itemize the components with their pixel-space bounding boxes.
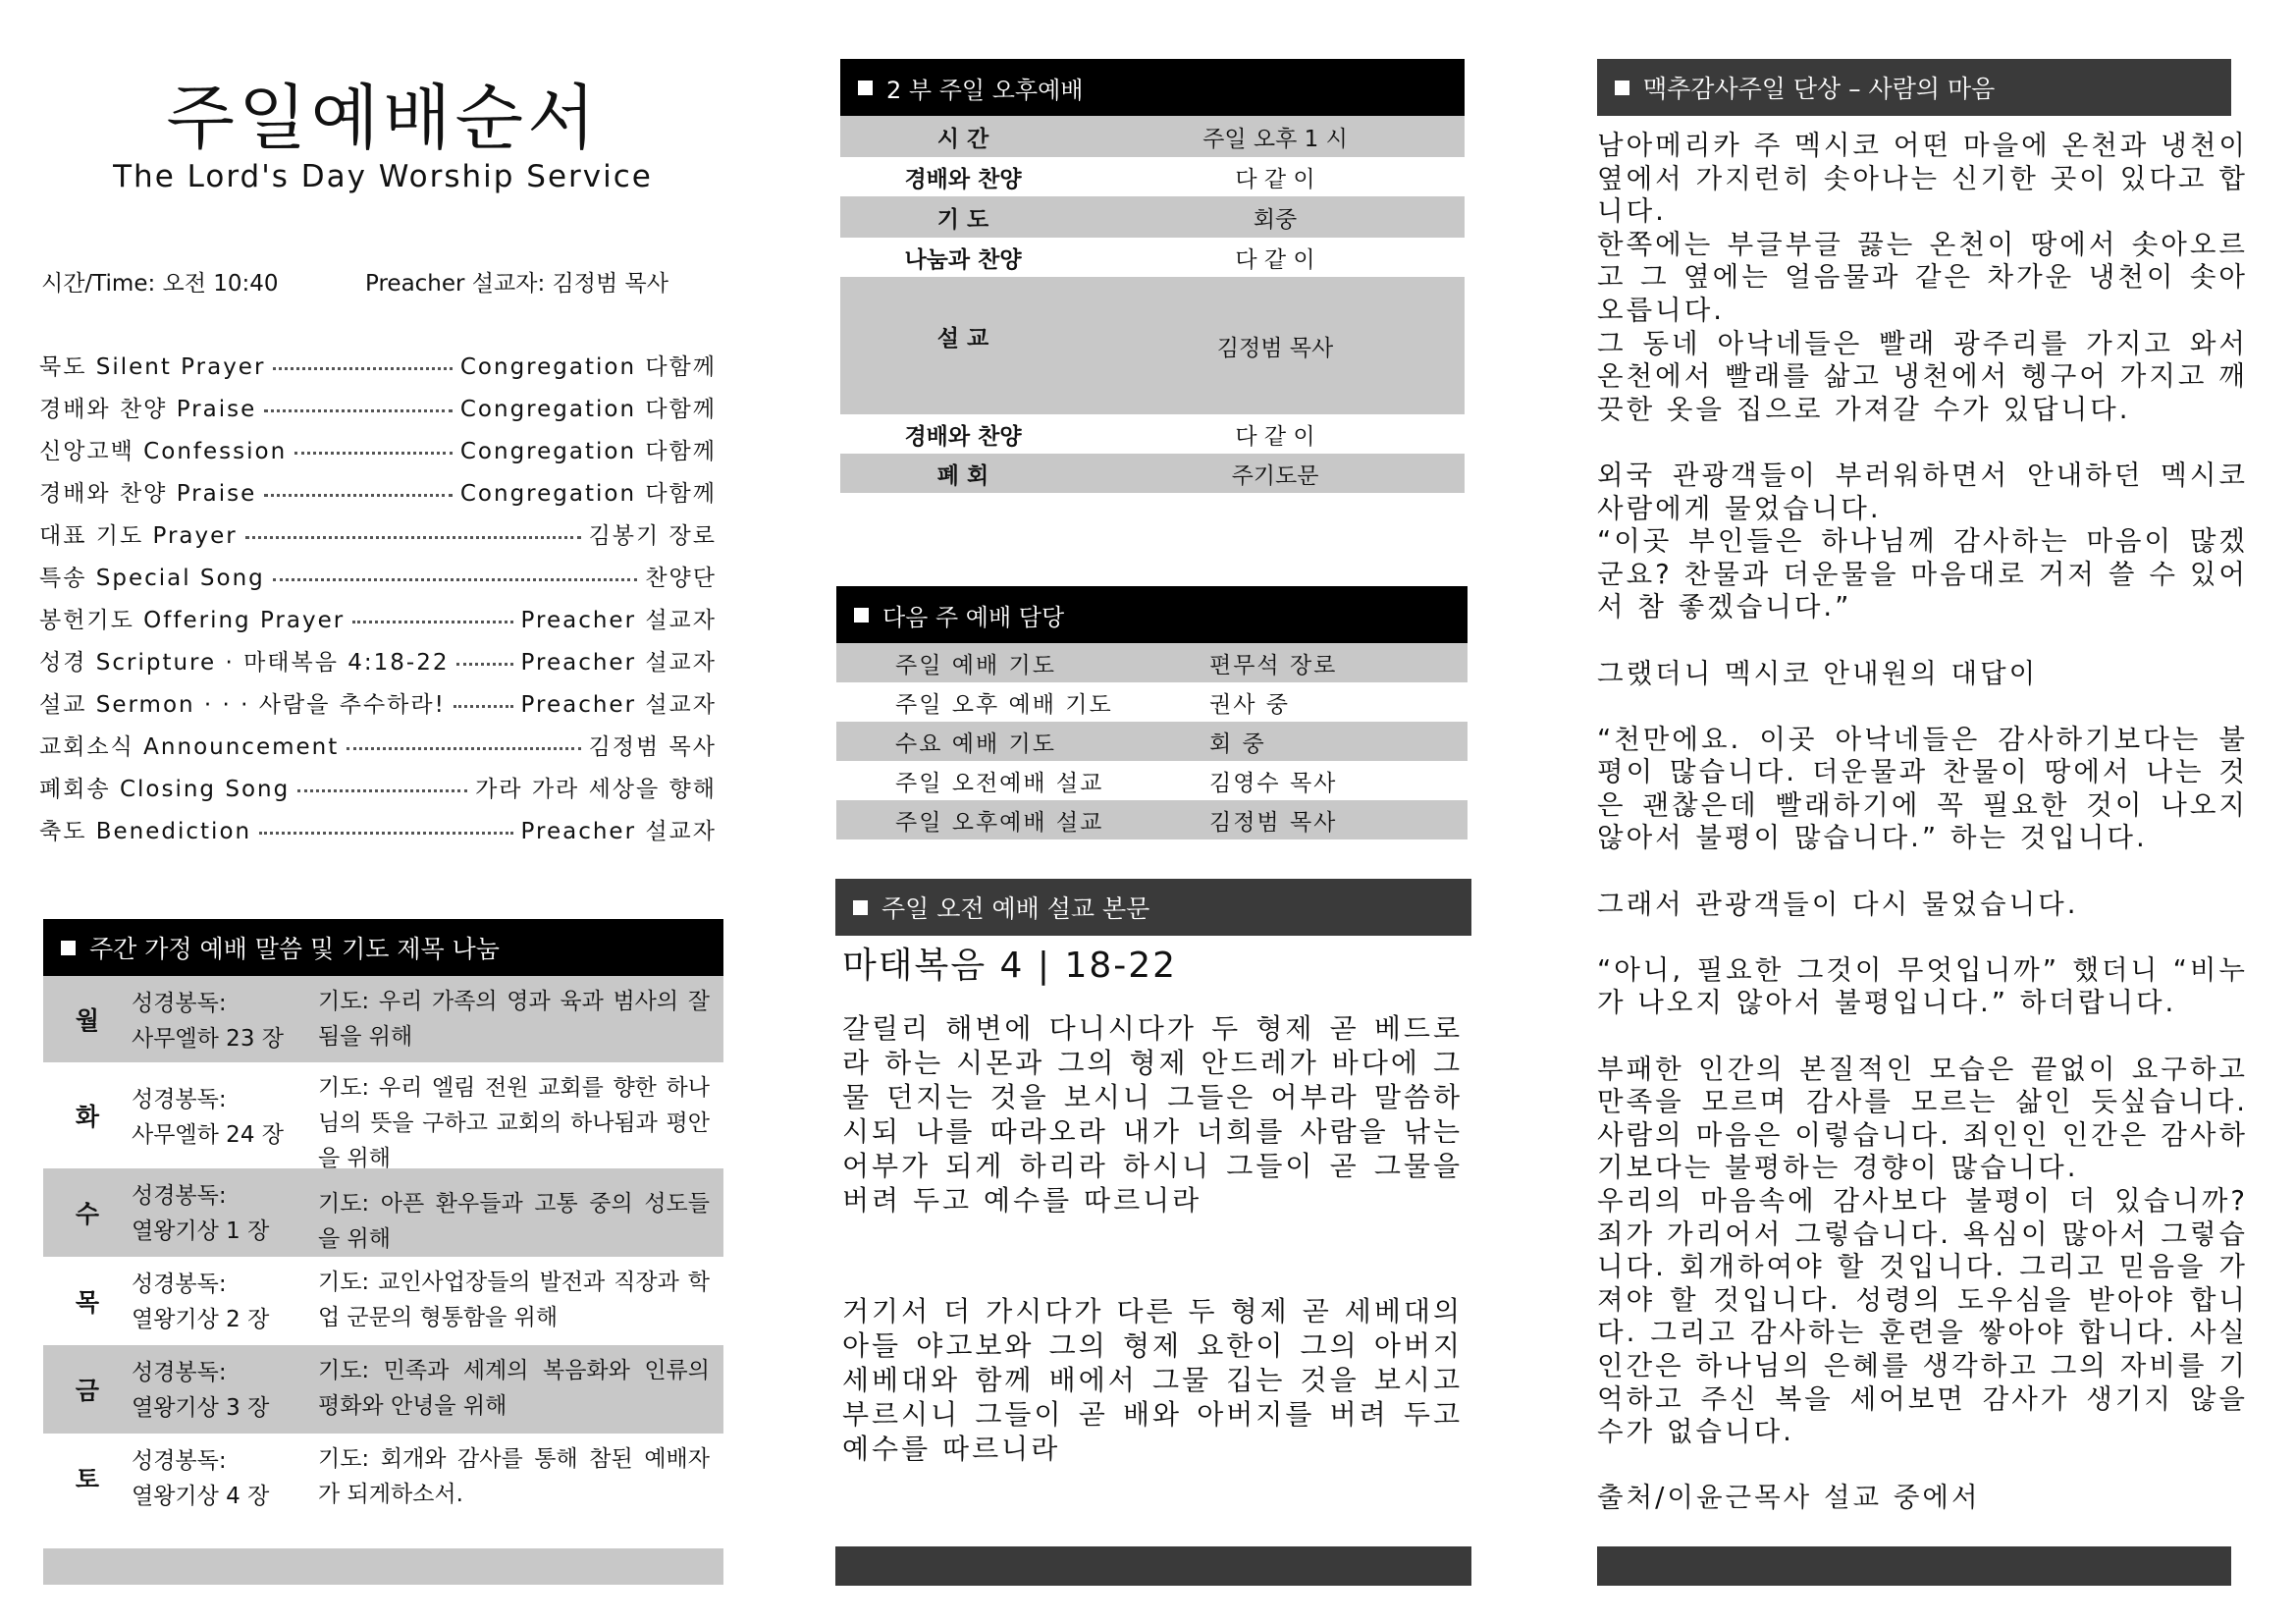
next-week-row: 주일 오후 예배 기도 권사 중 [895, 691, 1290, 718]
worship-order-list [39, 344, 717, 850]
order-item: 경배와 찬양 Praise Congregation 다함께 [39, 397, 717, 422]
afternoon-row: 나눔과 찬양 다 같 이 [904, 246, 1315, 273]
essay-header: 맥추감사주일 단상 – 사람의 마음 [1597, 59, 2231, 116]
afternoon-row: 폐 회 주기도문 [840, 454, 1465, 493]
service-time: 시간/Time: 오전 10:40 [41, 271, 279, 297]
next-week-duty-table [836, 586, 1468, 839]
order-item: 신앙고백 Confession Congregation 다함께 [39, 439, 717, 464]
square-bullet-icon [858, 81, 873, 95]
square-bullet-icon [61, 941, 76, 955]
order-item: 축도 Benediction Preacher 설교자 [39, 819, 717, 844]
essay-paragraph: “아니, 필요한 그것이 무엇입니까” 했더니 “비누가 나오지 않아서 불평입니다.” 하더랍니다. [1597, 953, 2248, 1019]
essay-paragraph: 남아메리카 주 멕시코 어떤 마을에 온천과 냉천이 옆에서 가지런히 솟아나는 신기한 곳이 있다고 합니다. [1597, 130, 2248, 228]
sermon-passage-reference: 마태복음 4 | 18-22 [842, 946, 1178, 986]
order-item: 묵도 Silent Prayer Congregation 다함께 [39, 354, 717, 380]
essay-paragraph: 우리의 마음속에 감사보다 불평이 더 있습니까? 죄가 가리어서 그렇습니다. 욕심이 많아서 그렇습니다. 회개하여야 할 것입니다. 그리고 믿음을 가져야 할 것입니다. 성령의 도우심을 받아야 합니다. 그리고 감사하는 훈련을 쌓아야 합니다. 사실 인간은 하나님의 은혜를 생각하고 그의 자비를 기억하고 주신 복을 세어보면 감사가 생기지 않을 수가 없습니다. [1597, 1185, 2248, 1448]
essay-paragraph: 한쪽에는 부글부글 끓는 온천이 땅에서 솟아오르고 그 옆에는 얼음물과 같은 차가운 냉천이 솟아오릅니다. [1597, 228, 2248, 326]
column3-footer-bar [1597, 1546, 2231, 1586]
afternoon-service-table [840, 59, 1465, 493]
square-bullet-icon [854, 608, 869, 623]
order-item: 특송 Special Song 찬양단 [39, 566, 717, 591]
afternoon-row: 시 간 주일 오후 1 시 [840, 116, 1465, 157]
column2-footer-bar [835, 1546, 1471, 1586]
weekly-row-wed: 수 성경봉독: 열왕기상 1 장 기도: 아픈 환우들과 고통 중의 성도들을 위해 [43, 1168, 723, 1257]
order-item: 폐회송 Closing Song 가라 가라 세상을 향해 [39, 777, 717, 802]
afternoon-row: 경배와 찬양 다 같 이 [904, 166, 1315, 192]
order-item: 대표 기도 Prayer 김봉기 장로 [39, 523, 717, 549]
square-bullet-icon [853, 900, 868, 915]
weekly-row-mon: 월 성경봉독: 사무엘하 23 장 기도: 우리 가족의 영과 육과 범사의 잘됨을 위해 [43, 976, 723, 1062]
essay-paragraph: 부패한 인간의 본질적인 모습은 끝없이 요구하고 만족을 모르며 감사를 모르는 삶인 듯싶습니다. 사람의 마음은 이렇습니다. 죄인인 인간은 감사하기보다는 불평하는 경향이 많습니다. [1597, 1053, 2248, 1184]
essay-paragraph: “이곳 부인들은 하나님께 감사하는 마음이 많겠군요? 찬물과 더운물을 마음대로 거저 쓸 수 있어서 참 좋겠습니다.” [1597, 525, 2248, 623]
next-week-row: 주일 오전예배 설교 김영수 목사 [895, 770, 1338, 796]
weekly-row-tue: 화 성경봉독: 사무엘하 24 장 기도: 우리 엘림 전원 교회를 향한 하나님의 뜻을 구하고 교회의 하나됨과 평안을 위해 [75, 1075, 710, 1171]
order-item: 봉헌기도 Offering Prayer Preacher 설교자 [39, 608, 717, 633]
essay-paragraph: 외국 관광객들이 부러워하면서 안내하던 멕시코 사람에게 물었습니다. [1597, 459, 2248, 524]
scripture-paragraph: 갈릴리 해변에 다니시다가 두 형제 곧 베드로라 하는 시몬과 그의 형제 안드레가 바다에 그물 던지는 것을 보시니 그들은 어부라 말씀하시되 나를 따라오라 내가 너희를 사람을 낚는 어부가 되게 하리라 하시니 그들이 곧 그물을 버려 두고 예수를 따르니라 [842, 1012, 1463, 1217]
essay-paragraph: 그래서 관광객들이 다시 물었습니다. [1597, 888, 2079, 920]
next-week-header: 다음 주 예배 담당 [836, 586, 1468, 643]
service-preacher: Preacher 설교자: 김정범 목사 [365, 271, 668, 297]
afternoon-row: 설 교 김정범 목사 [840, 277, 1465, 414]
order-item: 경배와 찬양 Praise Congregation 다함께 [39, 481, 717, 507]
next-week-row: 주일 예배 기도 편무석 장로 [836, 643, 1468, 682]
weekly-row-fri: 금 성경봉독: 열왕기상 3 장 기도: 민족과 세계의 복음화와 인류의 평화와 안녕을 위해 [43, 1345, 723, 1434]
page-title: 주일예배순서 [166, 77, 600, 159]
next-week-row: 수요 예배 기도 회 중 [836, 722, 1468, 761]
afternoon-row: 경배와 찬양 다 같 이 [904, 423, 1315, 450]
afternoon-service-header: 2 부 주일 오후예배 [840, 59, 1465, 116]
essay-paragraph: 그랬더니 멕시코 안내원의 대답이 [1597, 657, 2039, 689]
sermon-text-header: 주일 오전 예배 설교 본문 [835, 879, 1471, 936]
column1-footer-bar [43, 1548, 723, 1585]
page-subtitle: The Lord's Day Worship Service [113, 159, 653, 194]
essay-paragraph: 그 동네 아낙네들은 빨래 광주리를 가지고 와서 온천에서 빨래를 삶고 냉천에서 헹구어 가지고 깨끗한 옷을 집으로 가져갈 수가 있답니다. [1597, 327, 2248, 425]
order-item: 설교 Sermon · · · 사람을 추수하라! Preacher 설교자 [39, 692, 717, 718]
order-item: 성경 Scripture · 마태복음 4:18-22 Preacher 설교자 [39, 650, 717, 676]
scripture-paragraph: 거기서 더 가시다가 다른 두 형제 곧 세베대의 아들 야고보와 그의 형제 요한이 그의 아버지 세베대와 함께 배에서 그물 깁는 것을 보시고 부르시니 그들이 곧 배와 아버지를 버려 두고 예수를 따르니라 [842, 1295, 1463, 1465]
square-bullet-icon [1615, 81, 1629, 95]
order-item: 교회소식 Announcement 김정범 목사 [39, 734, 717, 760]
weekly-row-thu: 목 성경봉독: 열왕기상 2 장 기도: 교인사업장들의 발전과 직장과 학업 군문의 형통함을 위해 [75, 1270, 710, 1332]
afternoon-row: 기 도 회중 [840, 196, 1465, 238]
essay-paragraph: “천만에요. 이곳 아낙네들은 감사하기보다는 불평이 많습니다. 더운물과 찬물이 땅에서 나는 것은 괜찮은데 빨래하기에 꼭 필요한 것이 나오지 않아서 불평이 많습니다.” 하는 것입니다. [1597, 723, 2248, 854]
weekly-row-sat: 토 성경봉독: 열왕기상 4 장 기도: 회개와 감사를 통해 참된 예배자가 되게하소서. [75, 1446, 710, 1509]
next-week-row: 주일 오후예배 설교 김정범 목사 [836, 800, 1468, 839]
weekly-devotion-table [43, 919, 723, 1522]
essay-source: 출처/이윤근목사 설교 중에서 [1597, 1482, 1981, 1514]
essay-body [1597, 130, 2248, 1515]
weekly-devotion-header: 주간 가정 예배 말씀 및 기도 제목 나눔 [43, 919, 723, 976]
